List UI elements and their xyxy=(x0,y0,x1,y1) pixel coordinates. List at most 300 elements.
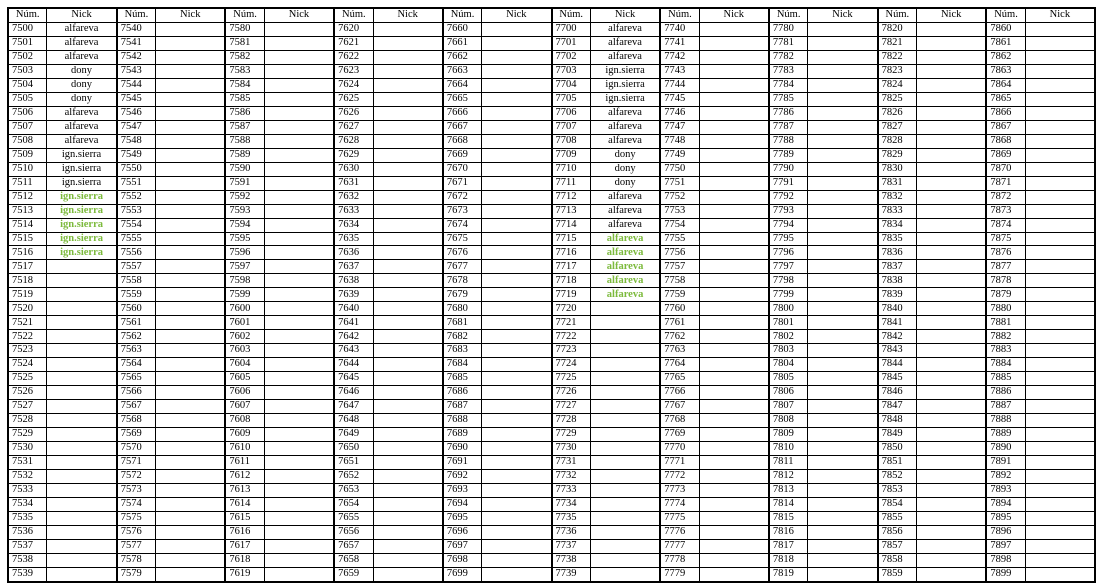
table-row xyxy=(770,288,877,302)
table-row xyxy=(770,93,877,107)
nick-cell xyxy=(700,540,768,553)
nick-cell xyxy=(265,302,333,315)
nick-cell xyxy=(47,484,115,497)
table-row xyxy=(553,191,660,205)
table-row xyxy=(879,414,986,428)
table-row xyxy=(770,51,877,65)
number-cell: 7825 xyxy=(879,93,917,106)
nick-cell xyxy=(265,260,333,273)
table-row xyxy=(987,135,1094,149)
nick-cell xyxy=(700,344,768,357)
table-row xyxy=(770,191,877,205)
number-cell: 7600 xyxy=(226,302,264,315)
number-cell: 7826 xyxy=(879,107,917,120)
table-row xyxy=(444,568,551,581)
number-cell: 7673 xyxy=(444,205,482,218)
table-row xyxy=(444,37,551,51)
table-row xyxy=(9,135,116,149)
nick-cell xyxy=(1026,554,1094,567)
table-row xyxy=(987,484,1094,498)
nick-cell xyxy=(1026,358,1094,371)
number-cell: 7536 xyxy=(9,526,47,539)
table-row xyxy=(118,288,225,302)
nick-cell xyxy=(808,205,876,218)
table-row xyxy=(770,568,877,581)
number-cell: 7812 xyxy=(770,470,808,483)
nick-cell: alfareva xyxy=(64,51,99,63)
table-row xyxy=(879,65,986,79)
table-row xyxy=(444,274,551,288)
nick-cell xyxy=(917,149,985,162)
table-row xyxy=(335,121,442,135)
table-row xyxy=(879,344,986,358)
number-cell: 7567 xyxy=(118,400,156,413)
nick-cell xyxy=(265,121,333,134)
nick-cell xyxy=(1026,442,1094,455)
header-row xyxy=(553,9,660,23)
number-cell: 7797 xyxy=(770,260,808,273)
nick-cell: alfareva xyxy=(608,107,642,119)
table-row xyxy=(226,428,333,442)
nick-cell xyxy=(1026,107,1094,120)
number-cell: 7555 xyxy=(118,233,156,246)
number-cell: 7574 xyxy=(118,498,156,511)
table-row xyxy=(770,400,877,414)
table-row xyxy=(335,135,442,149)
nick-cell xyxy=(374,274,442,287)
table-row xyxy=(770,442,877,456)
table-row xyxy=(661,205,768,219)
table-row xyxy=(661,568,768,581)
nick-cell xyxy=(482,246,550,259)
table-row xyxy=(879,191,986,205)
number-cell: 7751 xyxy=(661,177,699,190)
table-row xyxy=(335,246,442,260)
table-row xyxy=(226,456,333,470)
number-cell: 7631 xyxy=(335,177,373,190)
num-header: Núm. xyxy=(444,9,482,22)
nick-cell xyxy=(808,470,876,483)
number-cell: 7785 xyxy=(770,93,808,106)
number-cell: 7830 xyxy=(879,163,917,176)
number-cell: 7506 xyxy=(9,107,47,120)
nick-cell xyxy=(808,442,876,455)
nick-cell xyxy=(265,414,333,427)
nick-cell xyxy=(374,554,442,567)
table-row xyxy=(770,205,877,219)
table-row xyxy=(553,37,660,51)
table-row xyxy=(879,540,986,554)
nick-cell xyxy=(808,107,876,120)
nick-cell xyxy=(591,470,659,483)
nick-cell xyxy=(917,316,985,329)
nick-header: Nick xyxy=(940,9,962,21)
number-cell: 7721 xyxy=(553,316,591,329)
number-cell: 7873 xyxy=(987,205,1025,218)
number-cell: 7634 xyxy=(335,219,373,232)
nick-cell xyxy=(482,219,550,232)
number-cell: 7895 xyxy=(987,512,1025,525)
number-cell: 7811 xyxy=(770,456,808,469)
table-row xyxy=(444,456,551,470)
number-cell: 7749 xyxy=(661,149,699,162)
number-cell: 7656 xyxy=(335,526,373,539)
nick-cell xyxy=(700,121,768,134)
number-cell: 7541 xyxy=(118,37,156,50)
table-row xyxy=(770,149,877,163)
number-cell: 7542 xyxy=(118,51,156,64)
table-row xyxy=(226,51,333,65)
number-cell: 7559 xyxy=(118,288,156,301)
table-row xyxy=(879,442,986,456)
nick-cell xyxy=(1026,316,1094,329)
number-cell: 7845 xyxy=(879,372,917,385)
nick-cell xyxy=(700,442,768,455)
number-cell: 7726 xyxy=(553,386,591,399)
table-row xyxy=(444,400,551,414)
number-cell: 7575 xyxy=(118,512,156,525)
nick-cell xyxy=(156,51,224,64)
nick-cell xyxy=(374,51,442,64)
table-row xyxy=(9,386,116,400)
table-row xyxy=(661,456,768,470)
number-cell: 7887 xyxy=(987,400,1025,413)
nick-cell xyxy=(156,65,224,78)
number-cell: 7552 xyxy=(118,191,156,204)
nick-cell xyxy=(482,191,550,204)
table-row xyxy=(770,498,877,512)
nick-cell xyxy=(374,540,442,553)
nick-cell xyxy=(808,219,876,232)
table-row xyxy=(118,414,225,428)
number-cell: 7889 xyxy=(987,428,1025,441)
nick-cell: ign.sierra xyxy=(605,65,645,77)
number-cell: 7872 xyxy=(987,191,1025,204)
number-cell: 7856 xyxy=(879,526,917,539)
nick-cell xyxy=(1026,246,1094,259)
header-row xyxy=(770,9,877,23)
nick-cell: ign.sierra xyxy=(60,190,103,202)
num-header: Núm. xyxy=(226,9,264,22)
table-row xyxy=(879,233,986,247)
number-cell: 7828 xyxy=(879,135,917,148)
number-cell: 7680 xyxy=(444,302,482,315)
number-cell: 7748 xyxy=(661,135,699,148)
nick-cell xyxy=(917,456,985,469)
nick-cell xyxy=(156,274,224,287)
table-row xyxy=(879,177,986,191)
number-cell: 7626 xyxy=(335,107,373,120)
number-cell: 7588 xyxy=(226,135,264,148)
table-row xyxy=(226,344,333,358)
number-cell: 7682 xyxy=(444,330,482,343)
nick-cell xyxy=(1026,135,1094,148)
number-cell: 7707 xyxy=(553,121,591,134)
nick-cell xyxy=(808,428,876,441)
number-cell: 7711 xyxy=(553,177,591,190)
nick-cell xyxy=(1026,149,1094,162)
number-cell: 7543 xyxy=(118,65,156,78)
nick-cell xyxy=(808,400,876,413)
nick-cell xyxy=(482,288,550,301)
num-header: Núm. xyxy=(118,9,156,22)
number-cell: 7725 xyxy=(553,372,591,385)
nick-cell xyxy=(917,484,985,497)
nick-cell xyxy=(47,400,115,413)
nick-cell xyxy=(374,386,442,399)
number-cell: 7528 xyxy=(9,414,47,427)
nick-cell xyxy=(808,51,876,64)
number-cell: 7578 xyxy=(118,554,156,567)
number-cell: 7833 xyxy=(879,205,917,218)
number-cell: 7719 xyxy=(553,288,591,301)
number-cell: 7573 xyxy=(118,484,156,497)
number-cell: 7897 xyxy=(987,540,1025,553)
nick-cell xyxy=(374,526,442,539)
number-cell: 7709 xyxy=(553,149,591,162)
table-row xyxy=(879,316,986,330)
number-cell: 7512 xyxy=(9,191,47,204)
table-row xyxy=(661,246,768,260)
table-row xyxy=(553,163,660,177)
nick-cell xyxy=(808,386,876,399)
number-cell: 7773 xyxy=(661,484,699,497)
table-row xyxy=(987,442,1094,456)
number-cell: 7842 xyxy=(879,330,917,343)
number-cell: 7649 xyxy=(335,428,373,441)
number-cell: 7603 xyxy=(226,344,264,357)
nick-cell xyxy=(917,386,985,399)
nick-cell xyxy=(482,330,550,343)
number-cell: 7882 xyxy=(987,330,1025,343)
table-row xyxy=(444,219,551,233)
nick-header: Nick xyxy=(723,9,744,21)
nick-cell xyxy=(808,288,876,301)
table-row xyxy=(770,386,877,400)
nick-cell xyxy=(700,288,768,301)
table-row xyxy=(553,540,660,554)
table-row xyxy=(226,260,333,274)
nick-cell xyxy=(700,512,768,525)
num-header: Núm. xyxy=(9,9,47,22)
nick-cell xyxy=(1026,163,1094,176)
number-cell: 7837 xyxy=(879,260,917,273)
nick-cell xyxy=(917,540,985,553)
number-cell: 7868 xyxy=(987,135,1025,148)
nick-header: Nick xyxy=(180,9,201,21)
nick-cell xyxy=(482,344,550,357)
number-cell: 7849 xyxy=(879,428,917,441)
nick-cell: ign.sierra xyxy=(61,162,102,174)
nick-cell: ign.sierra xyxy=(61,176,102,188)
nick-cell xyxy=(917,219,985,232)
number-cell: 7790 xyxy=(770,163,808,176)
table-row xyxy=(118,51,225,65)
num-header: Núm. xyxy=(987,9,1025,22)
number-cell: 7863 xyxy=(987,65,1025,78)
table-row xyxy=(661,358,768,372)
nick-cell xyxy=(374,205,442,218)
number-cell: 7870 xyxy=(987,163,1025,176)
number-cell: 7641 xyxy=(335,316,373,329)
nick-cell xyxy=(156,316,224,329)
table-row xyxy=(118,358,225,372)
number-cell: 7765 xyxy=(661,372,699,385)
number-cell: 7892 xyxy=(987,470,1025,483)
nick-cell xyxy=(1026,79,1094,92)
number-cell: 7695 xyxy=(444,512,482,525)
number-cell: 7753 xyxy=(661,205,699,218)
table-row xyxy=(335,498,442,512)
table-row xyxy=(226,484,333,498)
number-cell: 7860 xyxy=(987,23,1025,36)
number-cell: 7700 xyxy=(553,23,591,36)
number-cell: 7654 xyxy=(335,498,373,511)
number-cell: 7592 xyxy=(226,191,264,204)
table-row xyxy=(226,512,333,526)
table-row xyxy=(226,358,333,372)
nick-cell xyxy=(265,37,333,50)
number-cell: 7770 xyxy=(661,442,699,455)
nick-cell xyxy=(47,316,115,329)
table-row xyxy=(661,428,768,442)
table-row xyxy=(987,288,1094,302)
table-row xyxy=(553,372,660,386)
number-cell: 7763 xyxy=(661,344,699,357)
table-row xyxy=(9,219,116,233)
number-cell: 7736 xyxy=(553,526,591,539)
number-cell: 7683 xyxy=(444,344,482,357)
number-cell: 7637 xyxy=(335,260,373,273)
nick-cell xyxy=(374,163,442,176)
nick-cell xyxy=(808,358,876,371)
nick-cell xyxy=(1026,288,1094,301)
number-cell: 7672 xyxy=(444,191,482,204)
nick-cell xyxy=(700,358,768,371)
table-block xyxy=(877,9,986,581)
table-row xyxy=(118,93,225,107)
number-cell: 7686 xyxy=(444,386,482,399)
table-row xyxy=(444,107,551,121)
number-cell: 7581 xyxy=(226,37,264,50)
table-row xyxy=(226,540,333,554)
number-cell: 7624 xyxy=(335,79,373,92)
nick-cell xyxy=(47,498,115,511)
number-cell: 7865 xyxy=(987,93,1025,106)
number-cell: 7692 xyxy=(444,470,482,483)
nick-cell xyxy=(1026,65,1094,78)
nick-cell xyxy=(917,428,985,441)
table-row xyxy=(226,288,333,302)
number-cell: 7628 xyxy=(335,135,373,148)
table-row xyxy=(444,51,551,65)
table-row xyxy=(335,456,442,470)
table-row xyxy=(118,498,225,512)
number-cell: 7820 xyxy=(879,23,917,36)
nick-cell xyxy=(700,428,768,441)
table-row xyxy=(553,358,660,372)
number-cell: 7717 xyxy=(553,260,591,273)
number-cell: 7623 xyxy=(335,65,373,78)
table-row xyxy=(879,512,986,526)
nick-cell xyxy=(265,191,333,204)
number-cell: 7679 xyxy=(444,288,482,301)
table-row xyxy=(118,568,225,581)
table-row xyxy=(226,163,333,177)
table-row xyxy=(661,442,768,456)
table-row xyxy=(118,484,225,498)
number-cell: 7844 xyxy=(879,358,917,371)
number-cell: 7668 xyxy=(444,135,482,148)
table-row xyxy=(118,316,225,330)
table-row xyxy=(987,107,1094,121)
table-row xyxy=(770,344,877,358)
number-cell: 7850 xyxy=(879,442,917,455)
nick-cell xyxy=(917,177,985,190)
number-cell: 7671 xyxy=(444,177,482,190)
table-row xyxy=(770,219,877,233)
table-block xyxy=(9,9,116,581)
nick-cell xyxy=(591,344,659,357)
table-block xyxy=(659,9,768,581)
number-cell: 7888 xyxy=(987,414,1025,427)
number-cell: 7784 xyxy=(770,79,808,92)
table-row xyxy=(226,302,333,316)
table-row xyxy=(444,428,551,442)
table-row xyxy=(770,65,877,79)
table-row xyxy=(879,121,986,135)
table-row xyxy=(444,498,551,512)
number-cell: 7627 xyxy=(335,121,373,134)
number-cell: 7846 xyxy=(879,386,917,399)
table-row xyxy=(987,512,1094,526)
table-row xyxy=(661,484,768,498)
nick-cell xyxy=(482,149,550,162)
number-cell: 7714 xyxy=(553,219,591,232)
nick-cell: alfareva xyxy=(64,23,99,35)
header-row xyxy=(226,9,333,23)
number-cell: 7884 xyxy=(987,358,1025,371)
table-row xyxy=(987,554,1094,568)
table-row xyxy=(661,219,768,233)
nick-cell xyxy=(374,428,442,441)
number-cell: 7599 xyxy=(226,288,264,301)
table-row xyxy=(9,288,116,302)
table-row xyxy=(553,302,660,316)
table-row xyxy=(661,107,768,121)
table-row xyxy=(335,358,442,372)
number-cell: 7835 xyxy=(879,233,917,246)
nick-cell xyxy=(917,288,985,301)
table-row xyxy=(879,470,986,484)
table-row xyxy=(553,554,660,568)
nick-cell xyxy=(700,246,768,259)
nick-cell xyxy=(917,93,985,106)
table-row xyxy=(661,163,768,177)
table-row xyxy=(335,512,442,526)
nick-cell xyxy=(591,442,659,455)
nick-cell xyxy=(156,442,224,455)
number-cell: 7587 xyxy=(226,121,264,134)
nick-header: Nick xyxy=(397,9,418,21)
table-row xyxy=(226,330,333,344)
number-cell: 7662 xyxy=(444,51,482,64)
table-row xyxy=(987,456,1094,470)
table-row xyxy=(226,65,333,79)
table-row xyxy=(9,79,116,93)
number-cell: 7632 xyxy=(335,191,373,204)
table-row xyxy=(987,568,1094,581)
